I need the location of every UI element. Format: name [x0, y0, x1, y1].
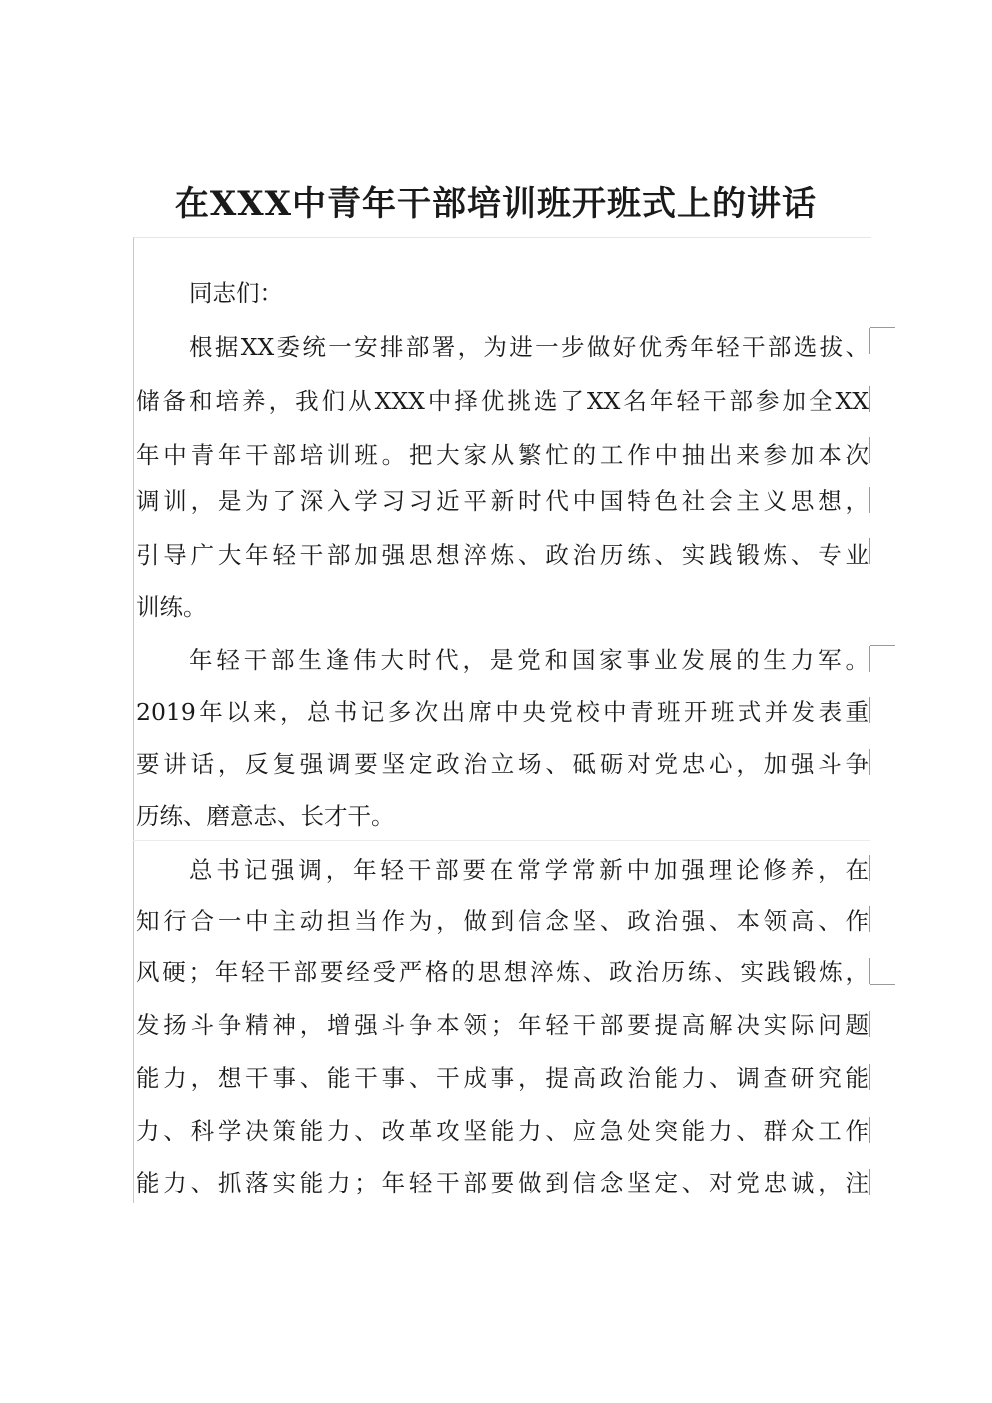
text-boundary-mark: [869, 386, 870, 412]
paragraph-1-line-4: 调训，是为了深入学习习近平新时代中国特色社会主义思想，: [136, 487, 869, 515]
text-boundary-mark: [869, 906, 870, 932]
text-boundary-mark: [869, 855, 870, 881]
paragraph-3-line-1: 总书记强调，年轻干部要在常学常新中加强理论修养，在: [189, 856, 869, 884]
text-boundary-corner-mark: [870, 984, 895, 985]
text-boundary-mark: [869, 1064, 870, 1090]
paragraph-3-line-2: 知行合一中主动担当作为，做到信念坚、政治强、本领高、作: [136, 907, 869, 935]
paragraph-1-line-1: 根据XX委统一安排部署，为进一步做好优秀年轻干部选拔、: [189, 333, 869, 361]
paragraph-1-line-3: 年中青年干部培训班。把大家从繁忙的工作中抽出来参加本次: [136, 441, 869, 469]
text-boundary-mark: [869, 1117, 870, 1143]
text-boundary-mark: [869, 328, 870, 354]
text-boundary-mark: [869, 487, 870, 513]
document-title: 在XXX中青年干部培训班开班式上的讲话: [174, 184, 818, 224]
text-boundary-mark: [869, 749, 870, 775]
paragraph-1-line-2: 储备和培养，我们从XXX中择优挑选了XX名年轻干部参加全XX: [136, 387, 869, 415]
text-boundary-corner-mark: [870, 645, 895, 646]
text-boundary-mark: [869, 437, 870, 463]
paragraph-3-line-7: 能力、抓落实能力；年轻干部要做到信念坚定、对党忠诚，注: [136, 1169, 869, 1197]
text-boundary-corner-mark: [870, 327, 895, 328]
text-boundary-mark: [869, 1169, 870, 1195]
paragraph-3-line-6: 力、科学决策能力、改革攻坚能力、应急处突能力、群众工作: [136, 1117, 869, 1145]
text-boundary-mark: [869, 958, 870, 984]
paragraph-2-line-3: 要讲话，反复强调要坚定政治立场、砥砺对党忠心，加强斗争: [136, 750, 869, 778]
text-boundary-mark: [869, 646, 870, 672]
paragraph-2-line-1: 年轻干部生逢伟大时代，是党和国家事业发展的生力军。: [189, 646, 869, 674]
paragraph-2-line-2: 2019年以来，总书记多次出席中央党校中青班开班式并发表重: [136, 698, 869, 726]
paragraph-3-line-3: 风硬；年轻干部要经受严格的思想淬炼、政治历练、实践锻炼，: [136, 958, 869, 986]
text-boundary-mark: [869, 538, 870, 564]
paragraph-3-line-4: 发扬斗争精神，增强斗争本领；年轻干部要提高解决实际问题: [136, 1011, 869, 1039]
paragraph-separator: [133, 840, 870, 841]
text-boundary-mark: [869, 1011, 870, 1037]
paragraph-1-line-6: 训练。: [136, 593, 207, 621]
paragraph-3-line-5: 能力，想干事、能干事、干成事，提高政治能力、调查研究能: [136, 1064, 869, 1092]
paragraph-2-line-4: 历练、磨意志、长才干。: [136, 802, 395, 830]
salutation: 同志们：: [189, 279, 283, 307]
paragraph-1-line-5: 引导广大年轻干部加强思想淬炼、政治历练、实践锻炼、专业: [136, 541, 869, 569]
text-boundary-mark: [869, 697, 870, 723]
